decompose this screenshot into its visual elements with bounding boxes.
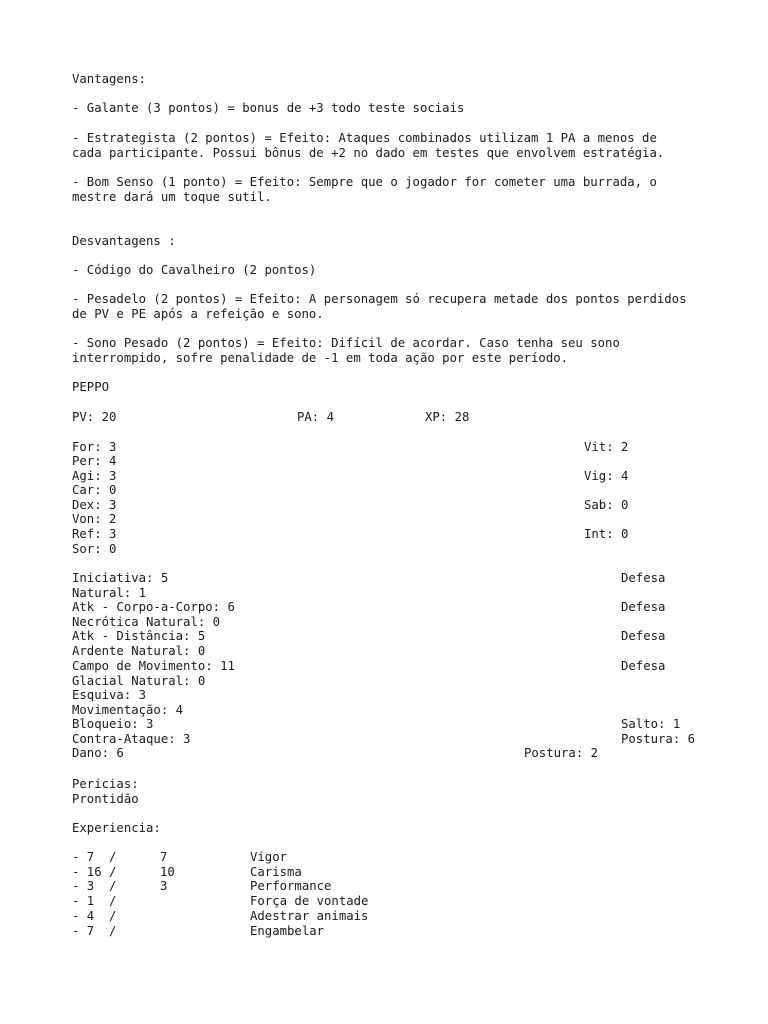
xp-cost: - 16 /: [72, 865, 117, 879]
attr-sor: Sor: 0: [72, 542, 117, 556]
xp-cost: - 1 /: [72, 894, 117, 908]
combat-bloqueio: Bloqueio: 3: [72, 717, 154, 731]
attr-agi: Agi: 3: [72, 469, 117, 483]
attr-car: Car: 0: [72, 483, 117, 497]
xp-cost: - 7 /: [72, 924, 117, 938]
combat-defesa-3: Defesa: [621, 629, 666, 643]
attr-sab: Sab: 0: [584, 498, 629, 512]
attr-dex: Dex: 3: [72, 498, 117, 512]
attr-per: Per: 4: [72, 454, 117, 468]
xp-skill: Performance: [250, 879, 332, 893]
combat-ardente: Ardente Natural: 0: [72, 644, 206, 658]
desvantagem-sono-line1: - Sono Pesado (2 pontos) = Efeito: Difícil de acordar. Caso tenha seu sono: [72, 336, 620, 350]
xp-cost: - 7 /: [72, 850, 117, 864]
combat-salto: Salto: 1: [621, 717, 681, 731]
vantagem-galante: - Galante (3 pontos) = bonus de +3 todo teste sociais: [72, 101, 465, 115]
combat-postura-2: Postura: 2: [524, 746, 599, 760]
stat-pa: PA: 4: [297, 410, 335, 424]
vantagem-bom-senso-line1: - Bom Senso (1 ponto) = Efeito: Sempre que o jogador for cometer uma burrada, o: [72, 175, 657, 189]
combat-campo-movimento: Campo de Movimento: 11: [72, 659, 235, 673]
xp-skill: Força de vontade: [250, 894, 369, 908]
desvantagem-sono-line2: interrompido, sofre penalidade de -1 em toda ação por este período.: [72, 351, 569, 365]
combat-glacial: Glacial Natural: 0: [72, 674, 206, 688]
attr-vit: Vit: 2: [584, 440, 629, 454]
attr-for: For: 3: [72, 440, 117, 454]
stat-xp: XP: 28: [425, 410, 470, 424]
vantagem-estrategista-line1: - Estrategista (2 pontos) = Efeito: Ataques combinados utilizam 1 PA a menos de: [72, 131, 657, 145]
desvantagens-heading: Desvantagens :: [72, 234, 176, 248]
combat-defesa-2: Defesa: [621, 600, 666, 614]
xp-cost: - 4 /: [72, 909, 117, 923]
combat-esquiva: Esquiva: 3: [72, 688, 147, 702]
attr-ref: Ref: 3: [72, 527, 117, 541]
xp-skill: Adestrar animais: [250, 909, 369, 923]
attr-von: Von: 2: [72, 512, 117, 526]
desvantagem-codigo: - Código do Cavalheiro (2 pontos): [72, 263, 317, 277]
xp-skill: Vigor: [250, 850, 288, 864]
stat-pv: PV: 20: [72, 410, 117, 424]
combat-postura-6: Postura: 6: [621, 732, 696, 746]
attr-vig: Vig: 4: [584, 469, 629, 483]
experiencia-heading: Experiencia:: [72, 821, 161, 835]
combat-iniciativa: Iniciativa: 5: [72, 571, 169, 585]
combat-movimentacao: Movimentação: 4: [72, 703, 184, 717]
xp-level: 3: [160, 879, 168, 893]
combat-dano: Dano: 6: [72, 746, 124, 760]
combat-atk-distancia: Atk - Distância: 5: [72, 629, 206, 643]
xp-skill: Carisma: [250, 865, 302, 879]
xp-level: 7: [160, 850, 168, 864]
pericias-heading: Pericias:: [72, 777, 139, 791]
character-name: PEPPO: [72, 380, 110, 394]
xp-level: 10: [160, 865, 175, 879]
xp-skill: Engambelar: [250, 924, 325, 938]
vantagem-estrategista-line2: cada participante. Possui bônus de +2 no dado em testes que envolvem estratégia.: [72, 146, 665, 160]
combat-defesa-1: Defesa: [621, 571, 666, 585]
combat-necrotica: Necrótica Natural: 0: [72, 615, 221, 629]
desvantagem-pesadelo-line2: de PV e PE após a refeição e sono.: [72, 307, 324, 321]
combat-atk-corpo: Atk - Corpo-a-Corpo: 6: [72, 600, 235, 614]
combat-contra-ataque: Contra-Ataque: 3: [72, 732, 191, 746]
combat-natural: Natural: 1: [72, 586, 147, 600]
xp-cost: - 3 /: [72, 879, 117, 893]
attr-int: Int: 0: [584, 527, 629, 541]
pericias-value: Prontidão: [72, 792, 139, 806]
combat-defesa-4: Defesa: [621, 659, 666, 673]
vantagem-bom-senso-line2: mestre dará um toque sutil.: [72, 190, 272, 204]
vantagens-heading: Vantagens:: [72, 72, 147, 86]
desvantagem-pesadelo-line1: - Pesadelo (2 pontos) = Efeito: A personagem só recupera metade dos pontos perdidos: [72, 292, 687, 306]
